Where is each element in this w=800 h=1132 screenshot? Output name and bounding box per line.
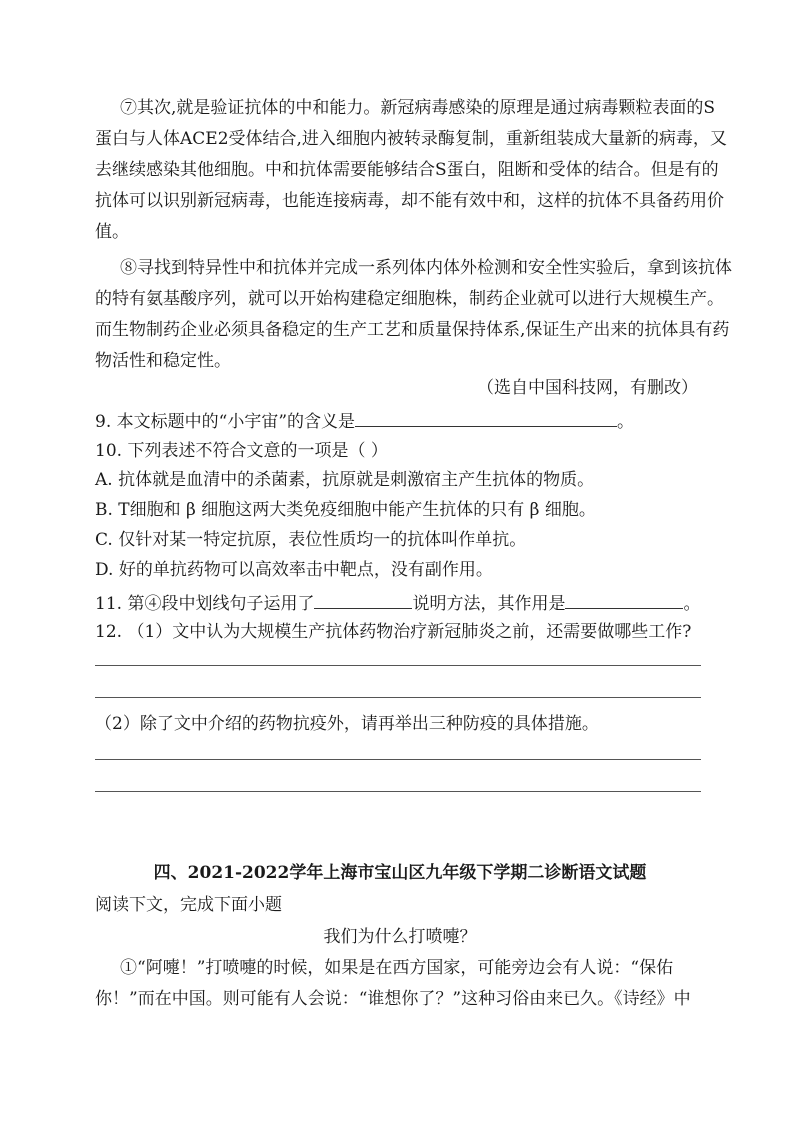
reading-instruction: 阅读下文，完成下面小题	[95, 895, 282, 915]
answer-line-q12-1b[interactable]	[95, 697, 701, 698]
question-11-text-a: 11. 第④段中划线句子运用了	[95, 594, 315, 614]
paragraph-7-line-5: 值。	[95, 222, 129, 242]
question-12-part-1: 12. （1）文中认为大规模生产抗体药物治疗新冠肺炎之前，还需要做哪些工作?	[95, 622, 692, 642]
paragraph-7-line-3: 去继续感染其他细胞。中和抗体需要能够结合S蛋白，阻断和受体的结合。但是有的	[95, 160, 719, 180]
source-citation: （选自中国科技网，有删改）	[477, 378, 698, 398]
paragraph-7-line-4: 抗体可以识别新冠病毒，也能连接病毒，却不能有效中和，这样的抗体不具备药用价	[95, 191, 724, 211]
paragraph-8-line-3: 而生物制药企业必须具备稳定的生产工艺和质量保持体系,保证生产出来的抗体具有药	[95, 320, 730, 340]
article-p1-line-1: ①“阿嚏！”打喷嚏的时候，如果是在西方国家，可能旁边会有人说：“保佑	[120, 958, 674, 978]
article-p1-line-2: 你！”而在中国。则可能有人会说：“谁想你了？”这种习俗由来已久。《诗经》中	[95, 989, 691, 1009]
answer-blank-q11-method[interactable]	[314, 590, 412, 609]
paragraph-8-line-1: ⑧寻找到特异性中和抗体并完成一系列体内体外检测和安全性实验后，拿到该抗体	[120, 258, 732, 278]
option-d: D. 好的单抗药物可以高效率击中靶点，没有副作用。	[95, 560, 493, 580]
option-a: A. 抗体就是血清中的杀菌素，抗原就是刺激宿主产生抗体的物质。	[95, 470, 595, 490]
paragraph-8-line-4: 物活性和稳定性。	[95, 351, 231, 371]
section-4-title: 四、2021-2022学年上海市宝山区九年级下学期二诊断语文试题	[153, 863, 647, 883]
paragraph-8-line-2: 的特有氨基酸序列，就可以开始构建稳定细胞株，制药企业就可以进行大规模生产。	[95, 289, 724, 309]
answer-line-q12-2a[interactable]	[95, 759, 701, 760]
answer-blank-q9[interactable]	[355, 408, 617, 427]
paragraph-7-line-2: 蛋白与人体ACE2受体结合,进入细胞内被转录酶复制，重新组装成大量新的病毒，又	[95, 129, 727, 149]
question-11	[95, 590, 700, 616]
article-title: 我们为什么打喷嚏？	[323, 927, 477, 947]
answer-blank-q11-effect[interactable]	[565, 590, 683, 609]
question-12-part-2: （2）除了文中介绍的药物抗疫外，请再举出三种防疫的具体措施。	[95, 714, 599, 734]
question-9	[95, 408, 634, 434]
question-11-text-c: 。	[683, 594, 701, 614]
answer-line-q12-1a[interactable]	[95, 665, 701, 666]
question-11-text-b: 说明方法，其作用是	[412, 594, 566, 614]
option-b: B. T细胞和 β 细胞这两大类免疫细胞中能产生抗体的只有 β 细胞。	[95, 500, 596, 520]
option-c: C. 仅针对某一特定抗原，表位性质均一的抗体叫作单抗。	[95, 530, 527, 550]
answer-line-q12-2b[interactable]	[95, 791, 701, 792]
question-9-text: 9. 本文标题中的“小宇宙”的含义是	[95, 412, 356, 432]
question-10: 10. 下列表述不符合文意的一项是（ ）	[95, 441, 388, 461]
paragraph-7-line-1: ⑦其次,就是验证抗体的中和能力。新冠病毒感染的原理是通过病毒颗粒表面的S	[120, 98, 716, 118]
question-9-end: 。	[617, 412, 635, 432]
